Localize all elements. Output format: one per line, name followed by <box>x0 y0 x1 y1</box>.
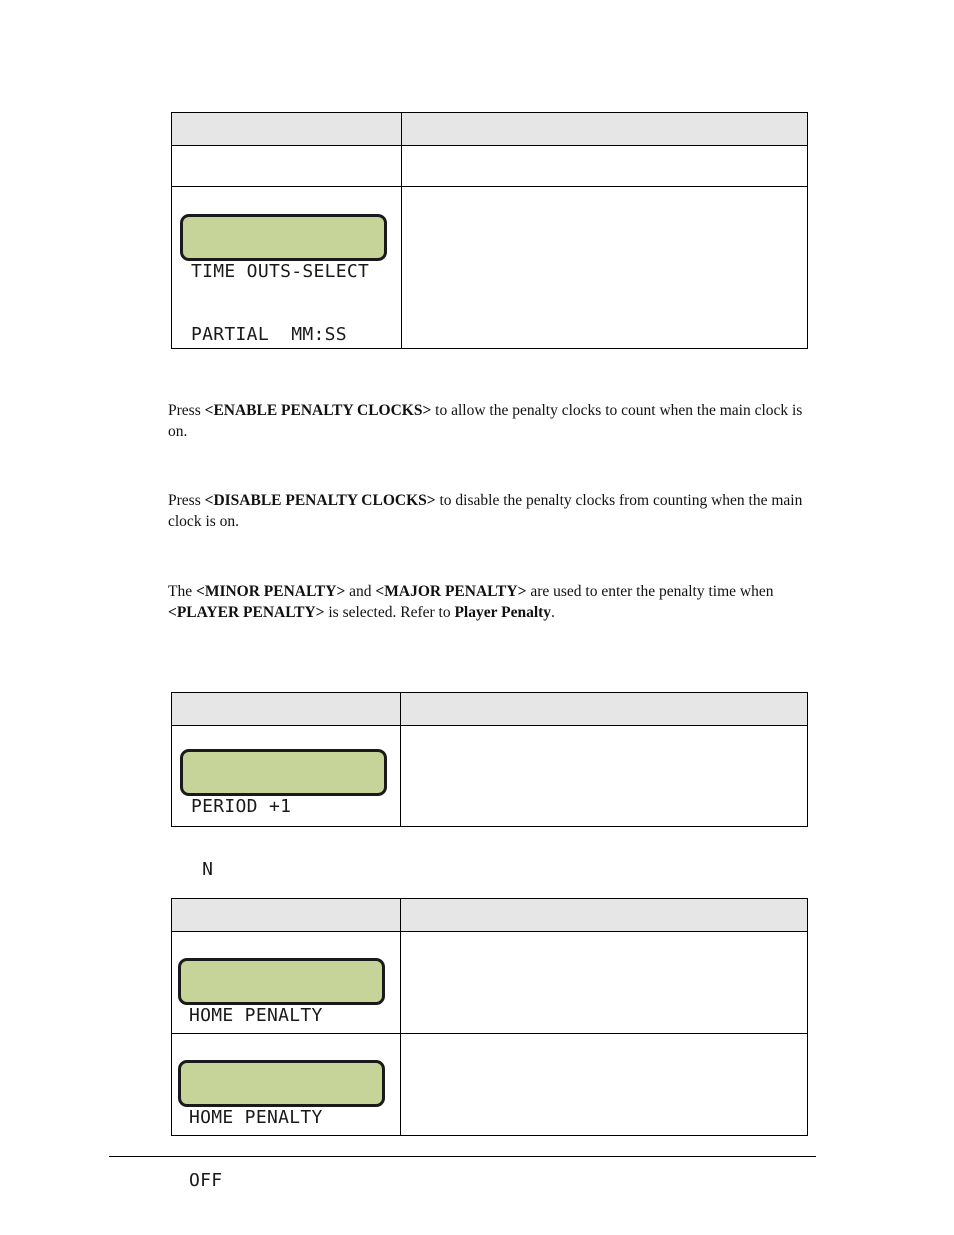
lcd-display-time-outs <box>180 214 387 345</box>
lcd-display-period <box>180 749 387 880</box>
lcd-display-home-penalty-off <box>178 1060 385 1191</box>
table-header-cell <box>401 899 808 932</box>
time-outs-table <box>171 112 808 349</box>
table-header-row <box>172 693 808 726</box>
enable-penalty-clocks-paragraph <box>168 400 818 442</box>
table-row <box>172 1034 808 1136</box>
key-label: <ENABLE PENALTY CLOCKS> <box>204 402 432 419</box>
table-header-cell <box>402 113 808 146</box>
table-header-cell <box>172 113 402 146</box>
minor-major-penalty-paragraph <box>168 581 818 623</box>
table-cell <box>172 146 402 187</box>
lcd-line-1: HOME PENALTY <box>189 1107 323 1128</box>
lcd-line-1: HOME PENALTY <box>189 1005 323 1026</box>
table-row <box>172 187 808 349</box>
key-label: <PLAYER PENALTY> <box>168 604 325 621</box>
lcd-line-1: PERIOD +1 <box>191 796 292 817</box>
lcd-line-2: OFF <box>189 1170 223 1191</box>
text: to disable the penalty clocks from counting when the main clock is on. <box>168 492 803 530</box>
table-header-row <box>172 899 808 932</box>
text: to allow the penalty clocks to count when the main clock is on. <box>168 402 803 440</box>
key-label: <MAJOR PENALTY> <box>375 583 527 600</box>
table-cell <box>401 1034 808 1136</box>
text: . <box>551 604 555 621</box>
table-row <box>172 146 808 187</box>
key-label: <MINOR PENALTY> <box>195 583 346 600</box>
text: The <box>168 583 196 600</box>
table-row <box>172 726 808 827</box>
text: are used to enter the penalty time when <box>526 583 774 600</box>
disable-penalty-clocks-paragraph <box>168 490 818 532</box>
lcd-line-2: PARTIAL MM:SS <box>191 324 347 345</box>
text: and <box>345 583 376 600</box>
table-cell <box>172 932 401 1034</box>
table-cell <box>172 1034 401 1191</box>
table-cell <box>172 726 401 880</box>
lcd-line-2: N <box>191 859 214 880</box>
text: is selected. Refer to <box>324 604 455 621</box>
table-row <box>172 932 808 1034</box>
table-cell <box>402 187 808 349</box>
table-cell <box>401 932 808 1034</box>
table-header-cell <box>401 693 808 726</box>
text: Press <box>168 402 205 419</box>
lcd-line-1: TIME OUTS-SELECT <box>191 261 370 282</box>
table-header-row <box>172 113 808 146</box>
lcd-display-home-penalty-on <box>178 958 385 1026</box>
table-header-cell <box>172 899 401 932</box>
table-cell <box>401 726 808 827</box>
footer-divider <box>109 1156 816 1157</box>
table-cell <box>402 146 808 187</box>
reference-label: Player Penalty <box>454 604 552 621</box>
text: Press <box>168 492 205 509</box>
period-table <box>171 692 808 880</box>
key-label: <DISABLE PENALTY CLOCKS> <box>204 492 436 509</box>
table-cell <box>172 187 402 349</box>
home-penalty-table <box>171 898 808 1191</box>
table-header-cell <box>172 693 401 726</box>
